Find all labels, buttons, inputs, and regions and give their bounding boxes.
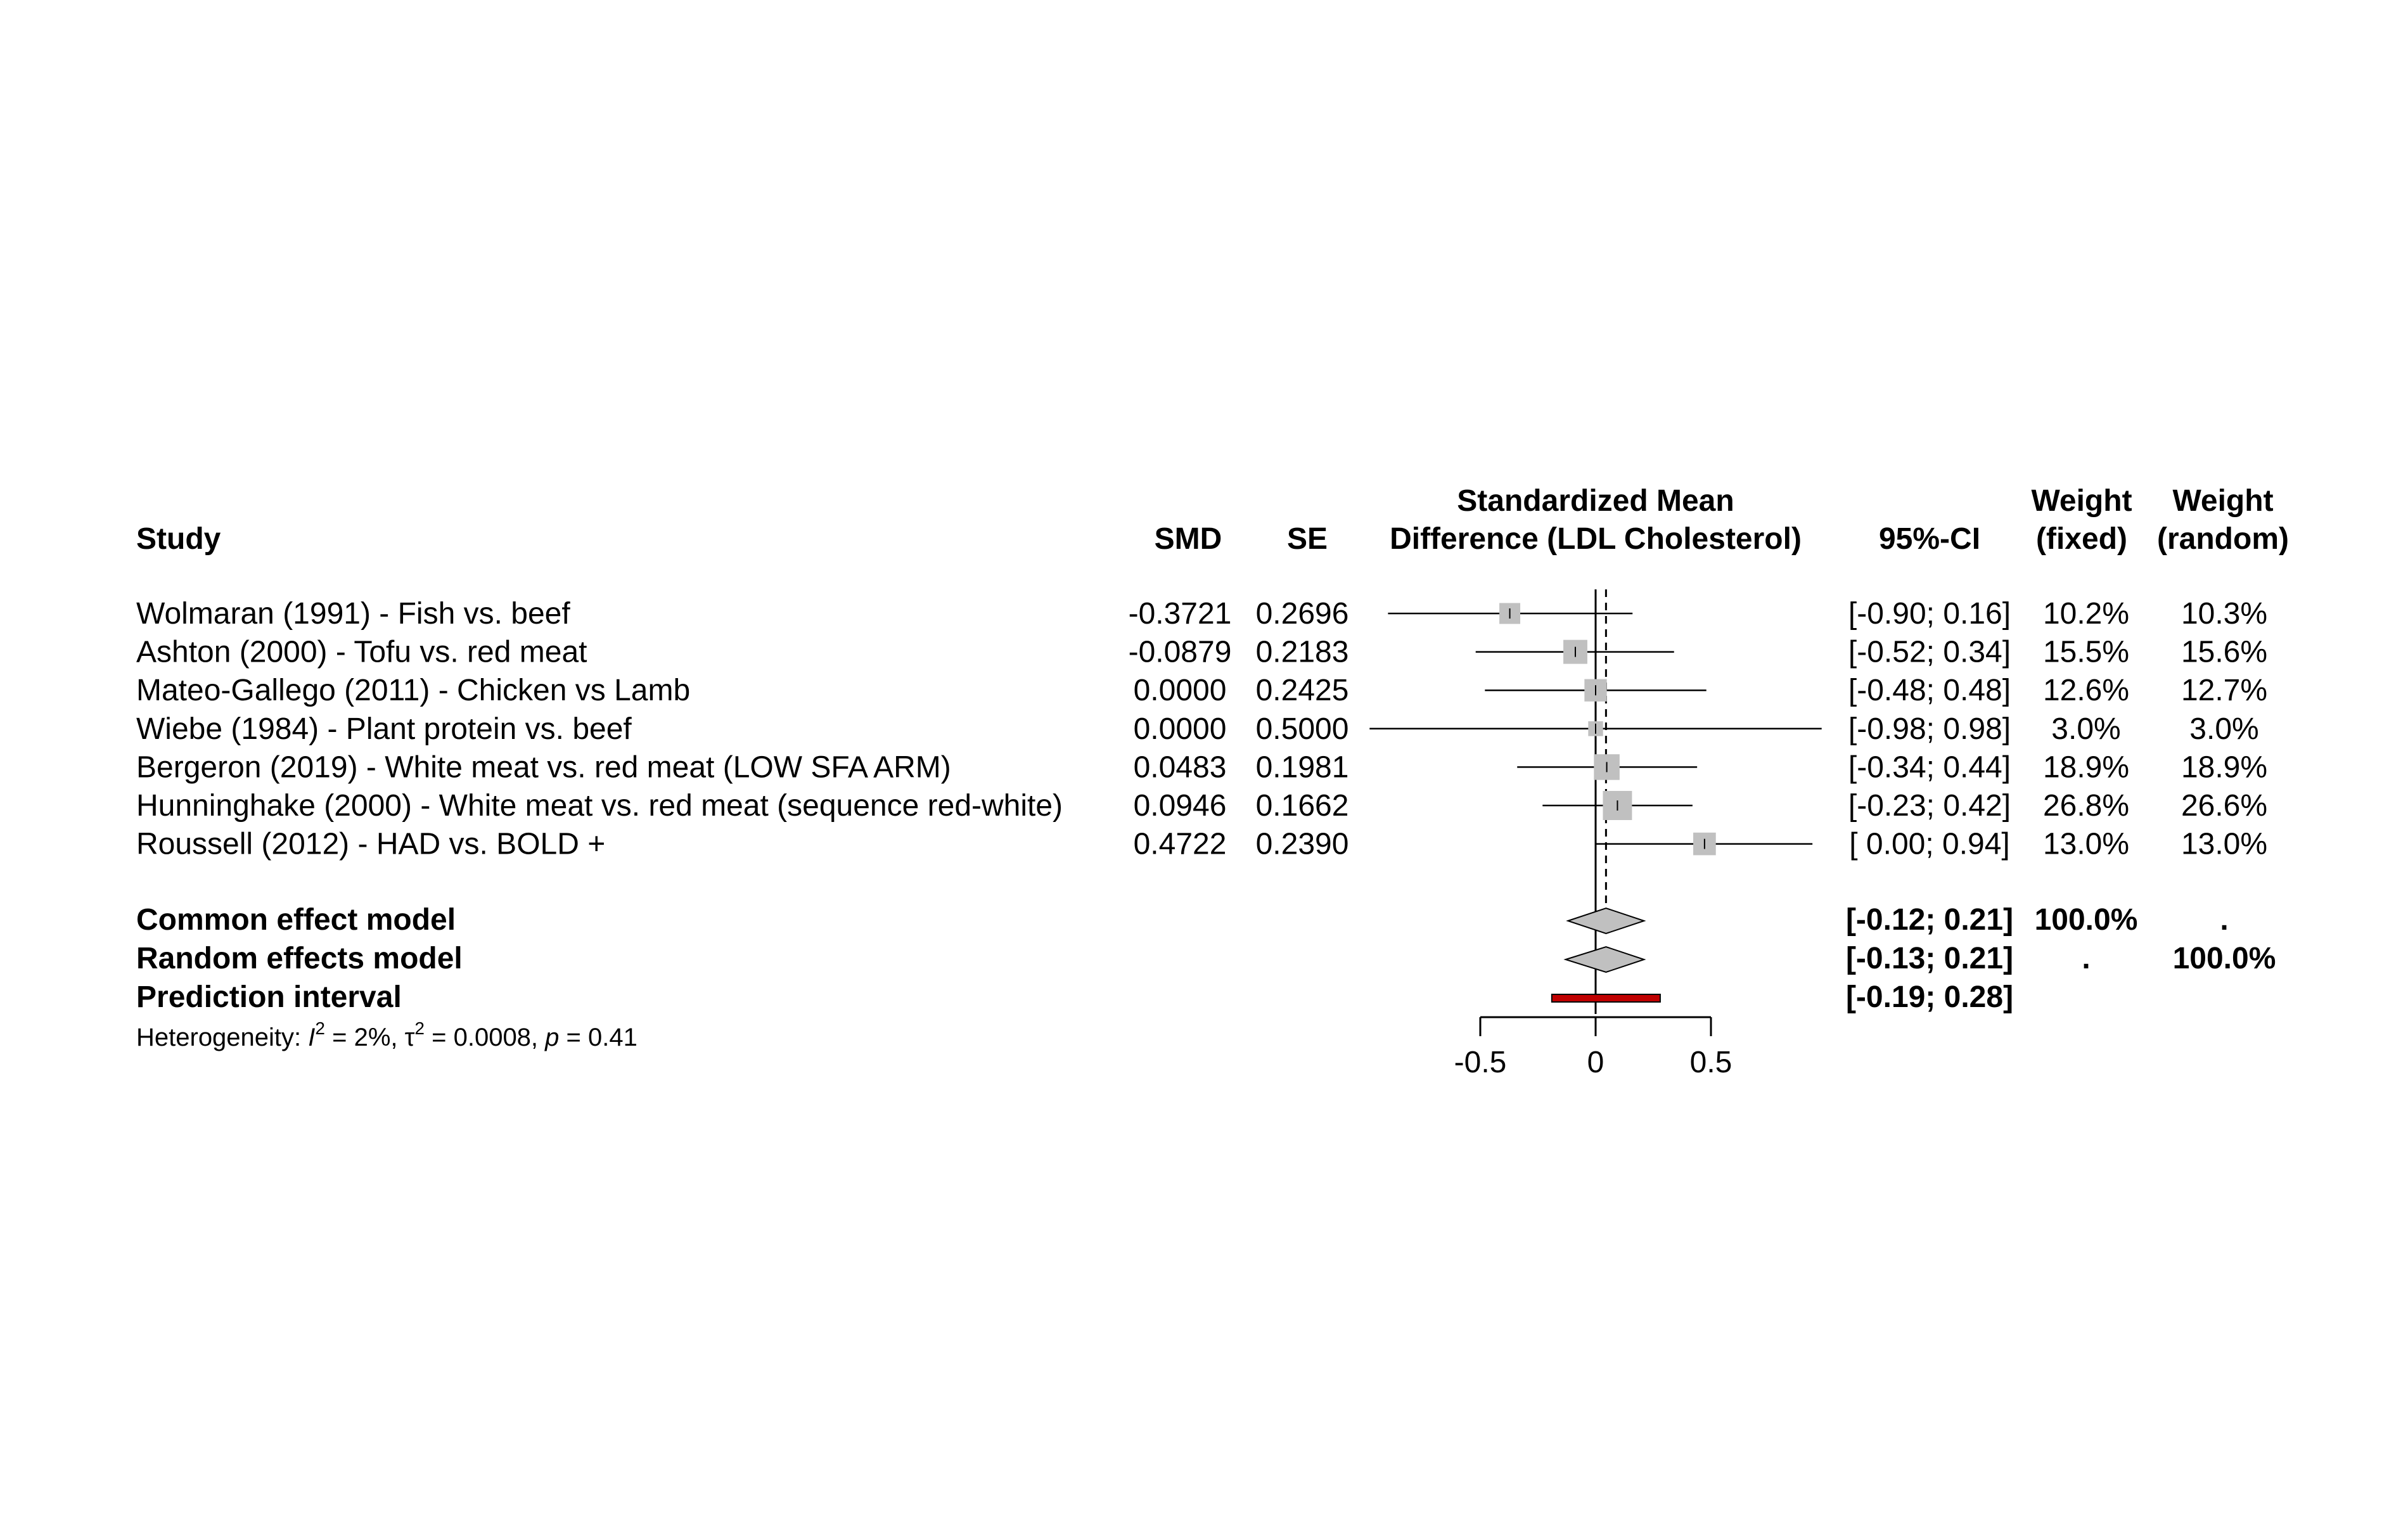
study-label: Roussell (2012) - HAD vs. BOLD + [136,827,606,861]
study-label: Bergeron (2019) - White meat vs. red meat (LOW SFA ARM) [136,750,951,785]
study-se: 0.2183 [1255,635,1349,669]
study-smd: 0.4722 [1133,827,1227,861]
study-label: Ashton (2000) - Tofu vs. red meat [136,635,587,669]
study-weight-fixed: 13.0% [2042,827,2130,861]
plot-area [1369,589,1821,1014]
summary-common-weight-fixed: 100.0% [2034,903,2138,937]
summary-random-weight-random: 100.0% [2172,942,2276,975]
study-smd: 0.0483 [1133,750,1227,785]
study-weight-random: 10.3% [2181,597,2268,631]
header-weight-random-line1: Weight [2172,484,2274,518]
study-label: Hunninghake (2000) - White meat vs. red meat (sequence red-white) [136,789,1063,823]
summary-common-label: Common effect model [136,903,456,937]
i2-value: = 2%, [324,1024,405,1051]
study-weight-random: 26.6% [2181,789,2268,823]
x-tick-label: 0.5 [1689,1046,1732,1079]
summary-common-ci: [-0.12; 0.21] [1845,903,2014,937]
header-effect-line2: Difference (LDL Cholesterol) [1390,522,1802,556]
study-weight-fixed: 3.0% [2051,712,2121,746]
study-smd: -0.3721 [1128,597,1232,631]
study-se: 0.2696 [1255,597,1349,631]
prediction-interval-bar [1552,994,1660,1002]
study-ci: [-0.34; 0.44] [1848,750,2011,785]
header-ci: 95%-CI [1878,522,1981,556]
p-value: = 0.41 [559,1024,637,1051]
study-weight-fixed: 26.8% [2042,789,2130,823]
p-symbol: p [545,1024,560,1051]
tau2-value: = 0.0008, [425,1024,546,1051]
study-smd: 0.0946 [1133,789,1227,823]
study-se: 0.2390 [1255,827,1349,861]
x-axis [1454,1017,1732,1079]
heterogeneity-text [136,1018,637,1051]
summary-random-weight-fixed: . [2082,942,2091,975]
study-ci: [-0.98; 0.98] [1848,712,2011,746]
summary-random-label: Random effects model [136,942,463,975]
study-rows [136,597,2267,861]
study-se: 0.2425 [1255,674,1349,708]
study-label: Wiebe (1984) - Plant protein vs. beef [136,712,632,746]
study-ci: [-0.90; 0.16] [1848,597,2011,631]
study-se: 0.1981 [1255,750,1349,785]
header-effect-line1: Standardized Mean [1457,484,1734,518]
column-headers [136,484,2289,556]
header-study: Study [136,522,221,556]
study-smd: 0.0000 [1133,712,1227,746]
summary-prediction-label: Prediction interval [136,980,402,1014]
summary-random-ci: [-0.13; 0.21] [1845,942,2014,975]
header-weight-random-line2: (random) [2157,522,2289,556]
random-effects-diamond [1566,947,1644,972]
study-se: 0.5000 [1255,712,1349,746]
study-weight-fixed: 15.5% [2042,635,2130,669]
study-weight-random: 13.0% [2181,827,2268,861]
study-ci: [-0.48; 0.48] [1848,674,2011,708]
header-smd: SMD [1154,522,1222,556]
study-ci: [ 0.00; 0.94] [1849,827,2010,861]
study-ci: [-0.52; 0.34] [1848,635,2011,669]
i2-superscript: 2 [315,1018,325,1038]
study-weight-random: 3.0% [2189,712,2259,746]
header-weight-fixed-line1: Weight [2031,484,2132,518]
study-weight-fixed: 12.6% [2042,674,2130,708]
summary-prediction-ci: [-0.19; 0.28] [1845,980,2014,1014]
x-tick-label: -0.5 [1454,1046,1507,1079]
header-se: SE [1286,522,1328,556]
x-tick-label: 0 [1587,1046,1604,1079]
study-weight-fixed: 18.9% [2042,750,2130,785]
common-effect-diamond [1568,908,1644,934]
summary-common-weight-random: . [2220,903,2229,937]
summary-rows [136,903,2276,1014]
study-smd: 0.0000 [1133,674,1227,708]
study-label: Mateo-Gallego (2011) - Chicken vs Lamb [136,674,691,708]
study-weight-fixed: 10.2% [2042,597,2130,631]
study-ci: [-0.23; 0.42] [1848,789,2011,823]
study-smd: -0.0879 [1128,635,1232,669]
study-se: 0.1662 [1255,789,1349,823]
study-label: Wolmaran (1991) - Fish vs. beef [136,597,570,631]
tau2-superscript: 2 [414,1018,425,1038]
study-weight-random: 12.7% [2181,674,2268,708]
i2-symbol: I [308,1024,316,1051]
study-weight-random: 15.6% [2181,635,2268,669]
tau2-symbol: τ [404,1024,415,1051]
header-weight-fixed-line2: (fixed) [2036,522,2127,556]
heterogeneity-prefix: Heterogeneity: [136,1024,309,1051]
study-weight-random: 18.9% [2181,750,2268,785]
